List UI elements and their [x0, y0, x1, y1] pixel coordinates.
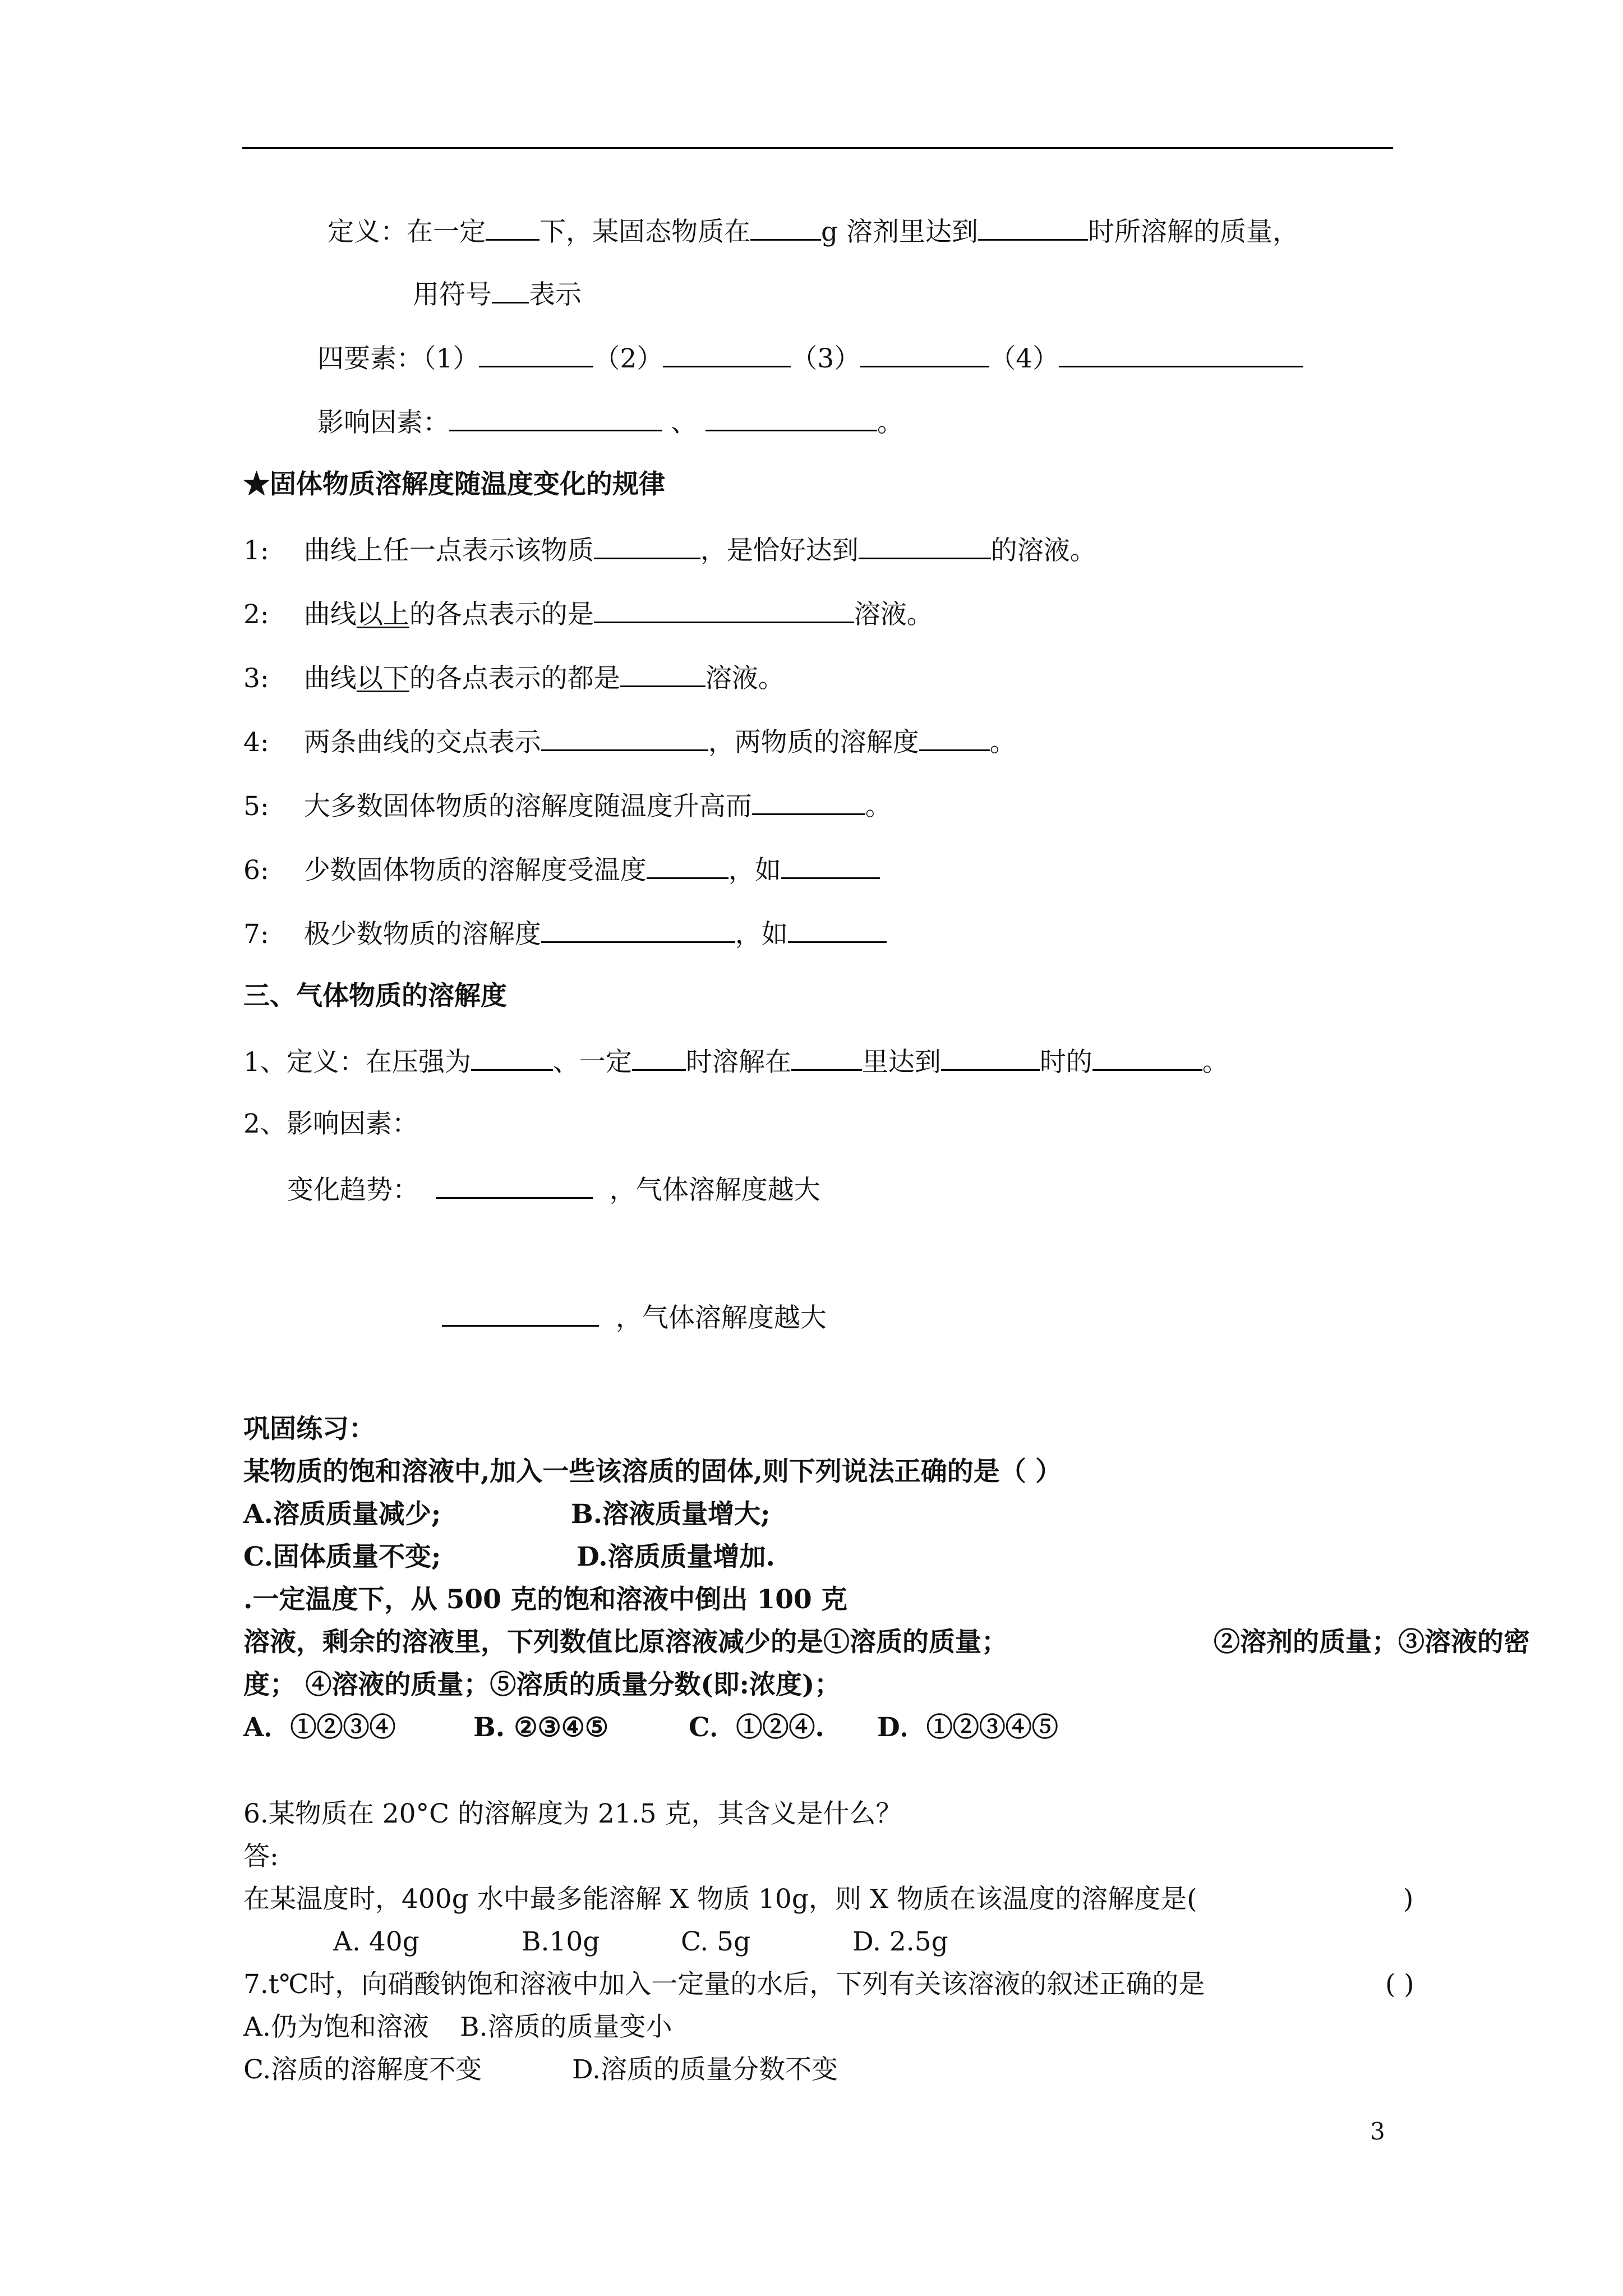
question-7: 7.t℃时，向硝酸钠饱和溶液中加入一定量的水后，下列有关该溶液的叙述正确的是 ( ) — [243, 1969, 1414, 2000]
option[interactable]: B. ②③④⑤ — [473, 1712, 608, 1743]
blank[interactable] — [706, 404, 877, 431]
blank[interactable] — [941, 1043, 1040, 1071]
trend-line-1: 变化趋势： ，气体溶解度越大 — [287, 1171, 820, 1207]
option[interactable]: A.仍为饱和溶液 — [243, 2012, 429, 2042]
blank[interactable] — [594, 532, 700, 559]
trend-line-2: ，气体溶解度越大 — [442, 1299, 827, 1335]
option[interactable]: B.溶质的质量变小 — [460, 2012, 672, 2042]
four-elements-line: 四要素：（1） （2） （3） （4） — [317, 340, 1303, 376]
blank[interactable] — [1059, 340, 1303, 367]
option[interactable]: A.溶质质量减少; — [243, 1499, 441, 1530]
blank[interactable] — [750, 213, 821, 241]
blank[interactable] — [486, 213, 540, 241]
blank[interactable] — [541, 724, 708, 751]
blank[interactable] — [663, 340, 791, 367]
rule-item: 6: 少数固体物质的溶解度受温度 ，如 — [243, 852, 880, 887]
factors-line: 影响因素： 、 。 — [317, 404, 903, 440]
option[interactable]: A. 40g — [333, 1926, 419, 1957]
rule-item: 1: 曲线上任一点表示该物质 ，是恰好达到 的溶液。 — [243, 532, 1096, 568]
blank[interactable] — [752, 788, 865, 815]
gas-definition-line: 1、定义：在压强为 、一定 时溶解在 里达到 时的 。 — [243, 1043, 1229, 1079]
option[interactable]: D.溶质质量增加. — [577, 1542, 775, 1572]
blank[interactable] — [859, 532, 991, 559]
blank[interactable] — [1092, 1043, 1202, 1071]
question-6-answer: 答: — [243, 1841, 279, 1872]
option[interactable]: A．①②③④ — [243, 1712, 396, 1743]
question-x-options — [333, 1925, 948, 1959]
blank[interactable] — [436, 1171, 593, 1199]
blank[interactable] — [632, 1043, 686, 1071]
blank[interactable] — [781, 852, 880, 879]
option[interactable]: C．①②④. — [689, 1712, 824, 1743]
section-title-gas: 三、气体物质的溶解度 — [243, 981, 507, 1011]
blank[interactable] — [492, 276, 529, 303]
definition-line: 定义：在一定 下，某固态物质在 g 溶剂里达到 时所溶解的质量， — [328, 213, 1299, 249]
question-6: 6.某物质在 20°C 的溶解度为 21.5 克，其含义是什么？ — [243, 1798, 902, 1829]
option[interactable]: D. 2.5g — [852, 1926, 948, 1957]
option[interactable]: C.溶质的溶解度不变 — [243, 2054, 482, 2085]
blank[interactable] — [541, 915, 735, 943]
question-7-options-row2 — [243, 2053, 838, 2087]
option[interactable]: D.溶质的质量分数不变 — [572, 2054, 838, 2085]
question-x: 在某温度时，400g 水中最多能溶解 X 物质 10g，则 X 物质在该温度的溶解度是( ) — [243, 1884, 1414, 1915]
blank[interactable] — [791, 1043, 862, 1071]
section-title-rules: ★固体物质溶解度随温度变化的规律 — [243, 469, 665, 500]
practice-title: 巩固练习： — [243, 1414, 375, 1444]
rule-item: 2: 曲线以上的各点表示的是 溶液。 — [243, 596, 933, 632]
question-2-line1: .一定温度下，从 500 克的饱和溶液中倒出 100 克 — [243, 1584, 848, 1615]
blank[interactable] — [860, 340, 989, 367]
option[interactable]: D．①②③④⑤ — [877, 1712, 1058, 1743]
page-number: 3 — [1370, 2118, 1385, 2145]
rule-item: 3: 曲线以下的各点表示的都是 溶液。 — [243, 660, 785, 696]
blank[interactable] — [471, 1043, 553, 1071]
rule-item: 7: 极少数物质的溶解度 ，如 — [243, 915, 887, 951]
question-1-options-row1 — [243, 1498, 771, 1531]
blank[interactable] — [647, 852, 728, 879]
gas-factors-label: 2、影响因素： — [243, 1108, 418, 1139]
blank[interactable] — [479, 340, 593, 367]
rule-item: 4: 两条曲线的交点表示 ，两物质的溶解度 。 — [243, 724, 1016, 760]
blank[interactable] — [978, 213, 1088, 241]
option[interactable]: C. 5g — [681, 1926, 751, 1957]
question-7-options-row1 — [243, 2010, 672, 2044]
question-2-line2: 溶液，剩余的溶液里，下列数值比原溶液减少的是①溶质的质量； ②溶剂的质量；③溶液的密 — [243, 1627, 1530, 1658]
blank[interactable] — [442, 1299, 599, 1327]
option[interactable]: B.溶液质量增大; — [571, 1499, 771, 1530]
question-1-options-row2 — [243, 1540, 775, 1574]
question-2-line3: 度； ④溶液的质量；⑤溶质的质量分数(即:浓度)； — [243, 1669, 841, 1700]
question-1: 某物质的饱和溶液中,加入一些该溶质的固体,则下列说法正确的是（ ） — [243, 1456, 1062, 1487]
option[interactable]: C.固体质量不变; — [243, 1542, 441, 1572]
blank[interactable] — [594, 596, 854, 623]
option[interactable]: B.10g — [522, 1926, 600, 1957]
definition-symbol-line: 用符号 表示 — [413, 276, 582, 312]
blank[interactable] — [449, 404, 662, 431]
blank[interactable] — [620, 660, 706, 687]
header-rule — [242, 147, 1393, 149]
rule-item: 5: 大多数固体物质的溶解度随温度升高而 。 — [243, 788, 892, 823]
question-2-options — [243, 1711, 1058, 1745]
blank[interactable] — [919, 724, 990, 751]
blank[interactable] — [788, 915, 887, 943]
